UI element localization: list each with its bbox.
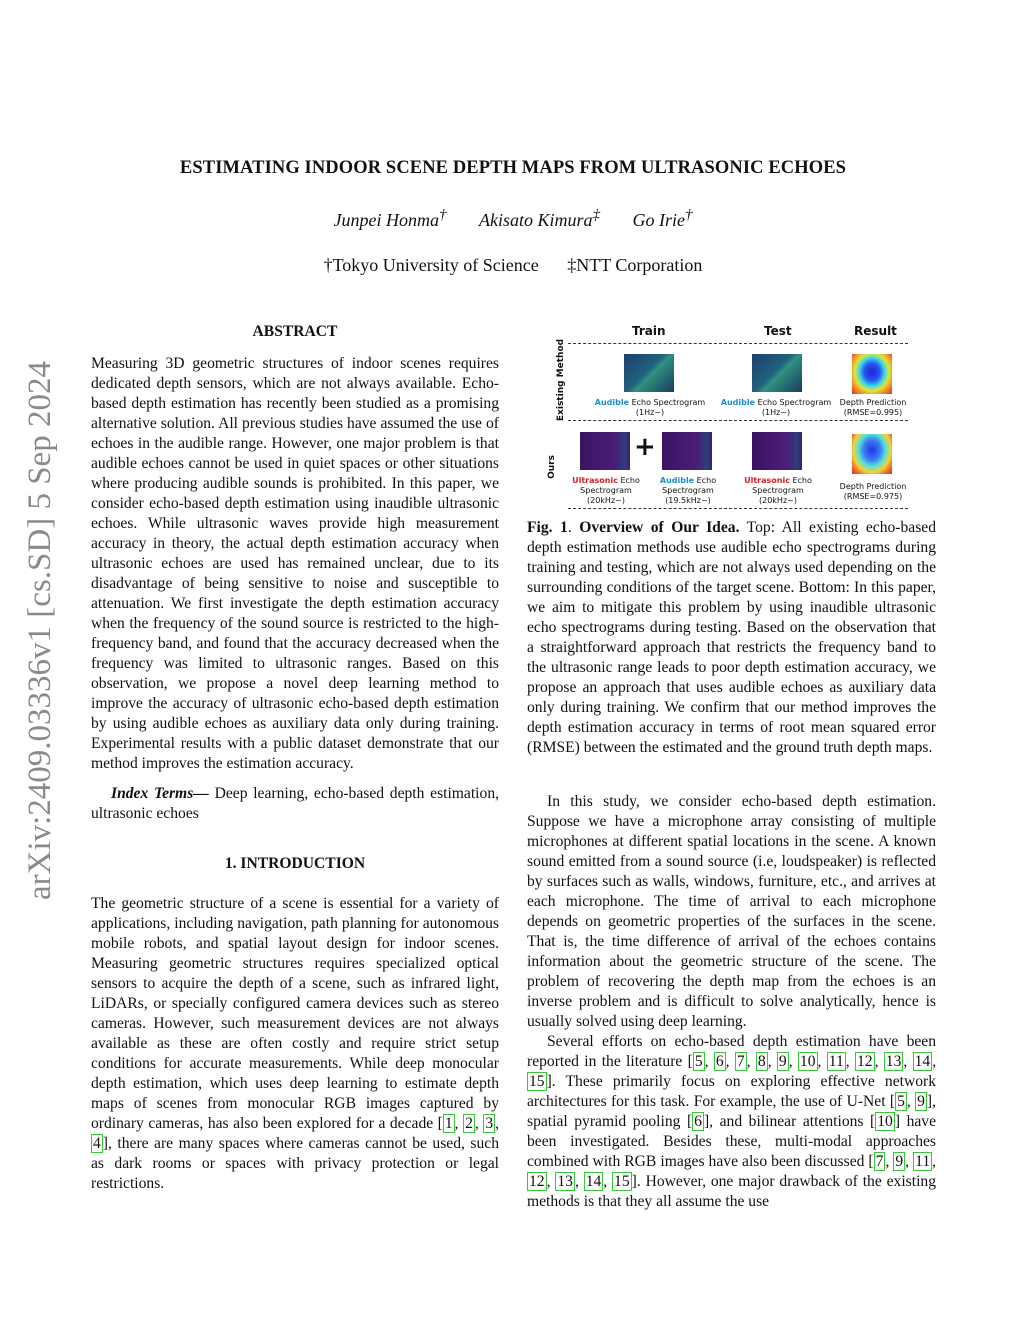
figure-caption-label: Depth Prediction (RMSE=0.975) <box>839 482 907 501</box>
citation-link[interactable]: 4 <box>93 1135 101 1152</box>
citation-link[interactable]: 9 <box>895 1153 904 1170</box>
citation-link[interactable]: 5 <box>897 1093 905 1110</box>
figure-caption-label: Audible Echo Spectrogram (19.5kHz~) <box>659 476 717 505</box>
figure-col-result: Result <box>854 324 897 338</box>
abstract-text: Measuring 3D geometric structures of indoor scenes requires dedicated depth sensors, which are not always available. Echo-based depth estimation has recently been studied as a promising alternative solution. All previous studies have assumed the use of echoes in the audible range. However, one major problem is that audible echoes cannot be used in quiet spaces or other situations where producing audible sounds is prohibited. In this paper, we consider echo-based depth estimation using inaudible ultrasonic echoes. While ultrasonic waves provide high measurement accuracy in theory, the actual depth estimation accuracy when ultrasonic echoes are used has remained unclear, due to its disadvantage of being sensitive to noise and susceptible to attenuation. We first investigate the depth estimation accuracy when the frequency of the sound source is restricted to the high-frequency band, and found that the accuracy decreased when the frequency was limited to ultrasonic ranges. Based on this observation, we propose a novel deep learning method to improve the accuracy of ultrasonic echo-based depth estimation by using audible echoes as auxiliary data only during training. Experimental results with a public dataset demonstrate that our method improves the estimation accuracy. <box>91 355 499 772</box>
citation-link[interactable]: 3 <box>485 1115 494 1132</box>
figure-caption-label: Audible Echo Spectrogram (1Hz~) <box>594 398 706 417</box>
figure-1 <box>548 320 914 515</box>
citation-link[interactable]: 6 <box>694 1113 702 1130</box>
arxiv-identifier: arXiv:2409.03336v1 [cs.SD] 5 Sep 2024 <box>22 361 58 900</box>
figure-divider <box>568 343 908 344</box>
citation-link[interactable]: 15 <box>529 1073 545 1090</box>
citation-link[interactable]: 9 <box>778 1053 787 1070</box>
intro-heading: 1. INTRODUCTION <box>224 855 366 872</box>
affiliation: ‡NTT Corporation <box>567 255 703 275</box>
intro-paragraph-2: In this study, we consider echo-based depth estimation. Suppose we have a microphone array consisting of multiple microphones at different spatial locations in the scene. A known sound emitted from a sound source (i.e, loudspeaker) is reflected by surfaces such as walls, windows, furniture, etc., and arrives at each microphone. The time of arrival to each microphone depends on geometric properties of the surfaces in the scene. That is, the time difference of arrival of the echoes contains information about the geometric structure of the scene. The problem of recovering the depth map from the echoes is an inverse problem and is difficult to solve analytically, hence is usually solved using deep learning. <box>527 793 936 1030</box>
left-column <box>91 322 499 1194</box>
figure-caption-label: Ultrasonic Echo Spectrogram (20kHz~) <box>572 476 640 505</box>
audible-high-spectrogram-image <box>662 432 712 470</box>
intro-paragraph-3: Several efforts on echo-based depth estimation have been reported in the literature [ 5 , 6 , 7 , 8 , 9 , 10 , 11 , 12 , 13 , 14 , 15 ]. These primarily focus on exploring effective network architectures for this task. For example, the use of U-Net [ 5 , 9 ], spatial pyramid pooling [ 6 ], and bilinear attentions [ 10 ] have been investigated. Besides these, multi-modal approaches combined with RGB images have also been discussed [ 7 , 9 , 11 , 12 , 13 , 14 , 15 ]. However, one major drawback of the existing methods is that they all assume the use <box>527 1033 937 1210</box>
depth-map-image <box>852 434 892 474</box>
figure-caption-label: Audible Echo Spectrogram (1Hz~) <box>720 398 832 417</box>
citation-link[interactable]: 2 <box>465 1115 473 1132</box>
index-terms: Index Terms— Deep learning, echo-based depth estimation, ultrasonic echoes <box>91 785 500 822</box>
affiliation: †Tokyo University of Science <box>323 255 539 275</box>
figure-row-existing: Existing Method <box>556 338 567 422</box>
figure-row-ours: Ours <box>546 455 557 479</box>
citation-link[interactable]: 12 <box>529 1173 545 1190</box>
figure-caption-label: Ultrasonic Echo Spectrogram (20kHz~) <box>744 476 812 505</box>
affiliations <box>90 255 936 276</box>
citation-link[interactable]: 15 <box>614 1173 630 1190</box>
figure-caption-label: Depth Prediction (RMSE=0.995) <box>839 398 907 417</box>
citation-link[interactable]: 6 <box>715 1053 724 1070</box>
figure-caption: Fig. 1. Overview of Our Idea. Top: All existing echo-based depth estimation methods use audible echo spectrograms during training and testing, which are not always used depending on the surrounding conditions of the target scene. Bottom: In this paper, we aim to mitigate this problem by using inaudible ultrasonic echo spectrograms during testing. Based on the observation that a straightforward approach that restricts the frequency band to the ultrasonic range leads to poor depth estimation accuracy, we propose an approach that uses audible echoes as auxiliary data only during training. We confirm that our method improves the depth estimation accuracy in terms of root mean squared error (RMSE) between the estimated and the ground truth depth maps. <box>527 519 937 756</box>
citation-link[interactable]: 10 <box>799 1053 816 1070</box>
citation-link[interactable]: 9 <box>917 1093 925 1110</box>
right-column <box>527 792 936 1212</box>
citation-link[interactable]: 5 <box>694 1053 703 1070</box>
author-list <box>90 207 936 231</box>
author: Junpei Honma† <box>333 207 447 230</box>
citation-link[interactable]: 7 <box>875 1153 884 1170</box>
citation-link[interactable]: 13 <box>885 1053 902 1070</box>
figure-divider <box>568 508 908 509</box>
citation-link[interactable]: 11 <box>828 1053 844 1070</box>
intro-paragraph-1: The geometric structure of a scene is essential for a variety of applications, including navigation, path planning for autonomous mobile robots, and spatial layout design for indoor scenes. Measuring geometric structures requires specialized optical sensors to acquire the depth of a scene, such as infrared light, LiDARs, or specially configured camera devices such as stereo cameras. However, such measurement devices are not always available as these are often costly and require strict setup conditions for accurate measurements. While deep monocular depth estimation, which uses deep learning to estimate depth maps of scenes from monocular RGB images captured by ordinary cameras, has also been explored for a decade [ 1 , 2 , 3 , 4 ], there are many spaces where cameras cannot be used, such as dark rooms or spaces with privacy protection or legal restrictions. <box>91 895 500 1192</box>
citation-link[interactable]: 14 <box>914 1053 931 1070</box>
citation-link[interactable]: 12 <box>856 1053 873 1070</box>
audible-spectrogram-image <box>624 354 674 392</box>
author: Akisato Kimura‡ <box>478 207 600 230</box>
figure-col-train: Train <box>632 324 666 338</box>
figure-divider <box>568 420 908 421</box>
paper-title: ESTIMATING INDOOR SCENE DEPTH MAPS FROM ULTRASONIC ECHOES <box>179 158 847 178</box>
citation-link[interactable]: 13 <box>557 1173 573 1190</box>
author: Go Irie† <box>632 207 693 230</box>
citation-link[interactable]: 14 <box>585 1173 602 1190</box>
citation-link[interactable]: 1 <box>444 1115 453 1132</box>
citation-link[interactable]: 11 <box>915 1153 931 1170</box>
depth-map-image <box>852 354 892 394</box>
plus-icon: + <box>634 432 656 462</box>
citation-link[interactable]: 7 <box>736 1053 745 1070</box>
ultrasonic-spectrogram-image <box>752 432 802 470</box>
citation-link[interactable]: 8 <box>757 1053 766 1070</box>
figure-col-test: Test <box>764 324 792 338</box>
citation-link[interactable]: 10 <box>877 1113 893 1130</box>
abstract-heading: ABSTRACT <box>252 323 338 340</box>
ultrasonic-spectrogram-image <box>580 432 630 470</box>
audible-spectrogram-image <box>752 354 802 392</box>
